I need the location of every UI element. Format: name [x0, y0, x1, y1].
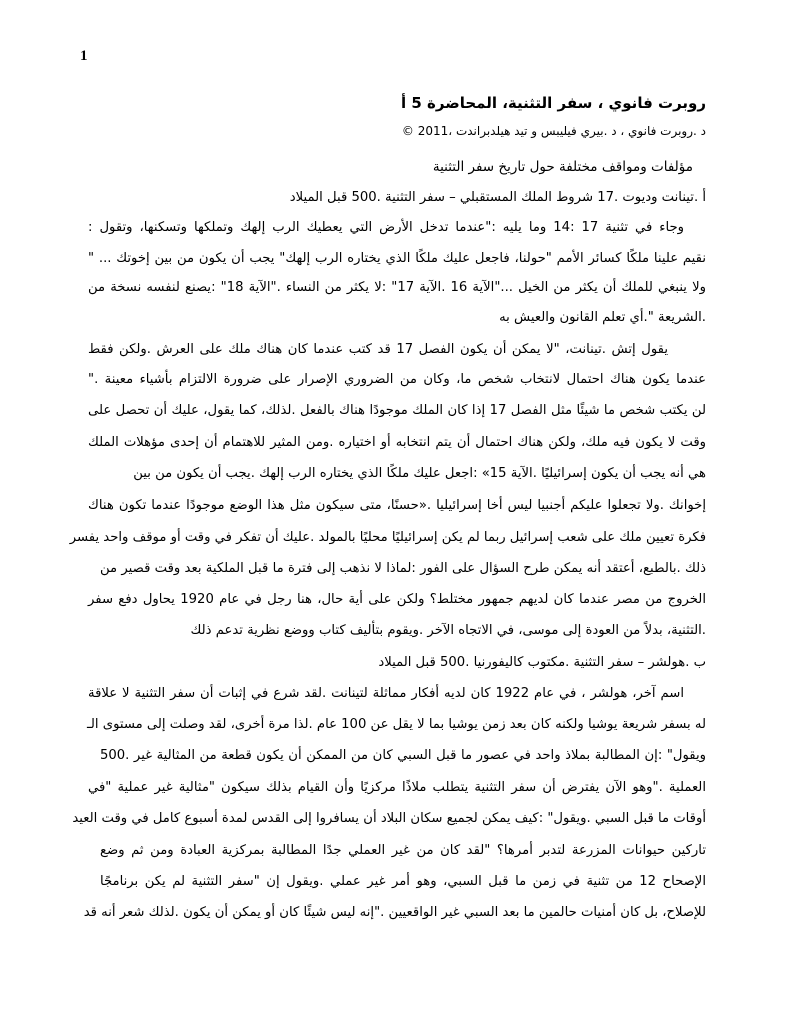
- paragraph-line: وقت لا يكون فيه ملك، ولكن هناك احتمال أن يتم انتخابه أو اختياره .ومن المثير للاهتمام أن إحدى مؤهلات الملك: [88, 435, 706, 450]
- paragraph-line: الخروج من مصر عندما كان لديهم جمهور مختلط؟ ولكن على أية حال، هنا رجل في عام 1920 يحاول دفع سفر: [88, 592, 706, 607]
- paragraph-line: أوقات ما قبل السبي .ويقول" :كيف يمكن لجميع سكان البلاد أن يسافروا إلى القدس لمدة أسبوع كامل في وقت العيد: [72, 811, 706, 826]
- section-heading: مؤلفات ومواقف مختلفة حول تاريخ سفر التثنية: [432, 159, 693, 175]
- section-b-heading: ب .هولشر – سفر التثنية .مكتوب كاليفورنيا .500 قبل الميلاد: [378, 655, 706, 670]
- document-title: روبرت فانوي ، سفر التثنية، المحاضرة 5 أ: [401, 94, 706, 112]
- paragraph-line: يقول إتش .تينانت، "لا يمكن أن يكون الفصل 17 قد كتب عندما كان هناك ملك على العرش .ولكن فقط: [88, 342, 668, 357]
- paragraph-line: تاركين حيوانات المزرعة لتدبر أمرها؟ "لقد كان من غير العملي جدًا المطالبة بمركزية العبادة ومن ثم وضع: [100, 843, 706, 858]
- paragraph-line: ذلك .بالطبع، أعتقد أنه يمكن طرح السؤال على الفور :لماذا لا نذهب إلى فترة ما قبل الملكية بعد وقت قصير من: [100, 561, 706, 576]
- paragraph-line: فكرة تعيين ملك على شعب إسرائيل ربما لم يكن إسرائيليًا محليًا بالمولد .عليك أن تفكر في وقت أو موقف واحد يفسر: [69, 530, 706, 545]
- paragraph-line: .التثنية، بدلاً من العودة إلى موسى، في الاتجاه الآخر .ويقوم بتأليف كتاب ووضع نظرية تدعم ذلك: [190, 623, 706, 638]
- authors-line: د .روبرت فانوي ، د .بيري فيليبس و تيد هيلدبراندت ،2011 ©: [401, 124, 706, 138]
- paragraph-line: وجاء في تثنية 17 :14 وما يليه :"عندما تدخل الأرض التي يعطيك الرب إلهك وتملكها وتسكنها، وتقول :: [88, 220, 685, 235]
- paragraph-line: اسم آخر، هولشر ، في عام 1922 كان لديه أفكار مماثلة لتينانت .لقد شرع في إثبات أن سفر التثنية لا علاقة: [88, 686, 684, 701]
- paragraph-line: للإصلاح، بل كان أمنيات حالمين ما بعد السبي غير الواقعيين ."إنه ليس شيئًا كان أو يمكن أن يكون .لذلك شعر أنه قد: [83, 905, 706, 920]
- paragraph-line: هي أنه يجب أن يكون إسرائيليًا .الآية 15» :اجعل عليك ملكًا الذي يختاره الرب إلهك .يجب أن يكون من بين: [133, 466, 706, 481]
- paragraph-line: نقيم علينا ملكًا كسائر الأمم "حولنا، فاجعل عليك ملكًا الذي يختاره الرب إلهك" يجب أن يكون من بين إخوتك ... ": [88, 251, 706, 266]
- paragraph-line: العملية ."وهو الآن يفترض أن سفر التثنية يتطلب ملاذًا مركزيًا وأن القيام بذلك سيكون "مثالية غير عملية "في: [88, 780, 706, 795]
- paragraph-line: ولا ينبغي للملك أن يكثر من الخيل ..."الآية 16 .الآية 17" :لا يكثر من النساء ."الآية 18" :يصنع لنفسه نسخة من: [88, 280, 706, 295]
- paragraph-line: الإصحاح 12 من تثنية في زمن ما قبل السبي، وهو أمر غير عملي .ويقول إن "سفر التثنية لم يكن برنامجًا: [100, 874, 706, 889]
- paragraph-line: إخوانك .ولا تجعلوا عليكم أجنبيا ليس أخا إسرائيليا .«حسنًا، متى سيكون مثل هذا الوضع موجودًا عندما تكون هناك: [88, 498, 706, 513]
- paragraph-line: ويقول" :إن المطالبة بملاذ واحد في عصور ما قبل السبي كان من الممكن أن يكون قطعة من المثالية غير .500: [100, 748, 706, 763]
- section-a-heading: أ .تينانت وديوت .17 شروط الملك المستقبلي – سفر التثنية .500 قبل الميلاد: [289, 190, 706, 205]
- paragraph-line: .الشريعة ".أي تعلم القانون والعيش به: [499, 310, 706, 325]
- page-number: 1: [80, 48, 88, 64]
- paragraph-line: لن يكتب شخص ما شيئًا مثل الفصل 17 إذا كان الملك موجودًا هناك بالفعل .لذلك، كما يقول، عليك أن تحصل على: [88, 403, 706, 418]
- paragraph-line: عندما يكون هناك احتمال لانتخاب شخص ما، وكان من الضروري الإصرار على ضرورة الالتزام بأشياء معينة .": [88, 372, 706, 387]
- paragraph-line: له بسفر شريعة يوشيا ولكنه كان بعد زمن يوشيا بما لا يقل عن 100 عام .لذا مرة أخرى، لقد وصلت إلى مستوى الـ: [87, 717, 706, 732]
